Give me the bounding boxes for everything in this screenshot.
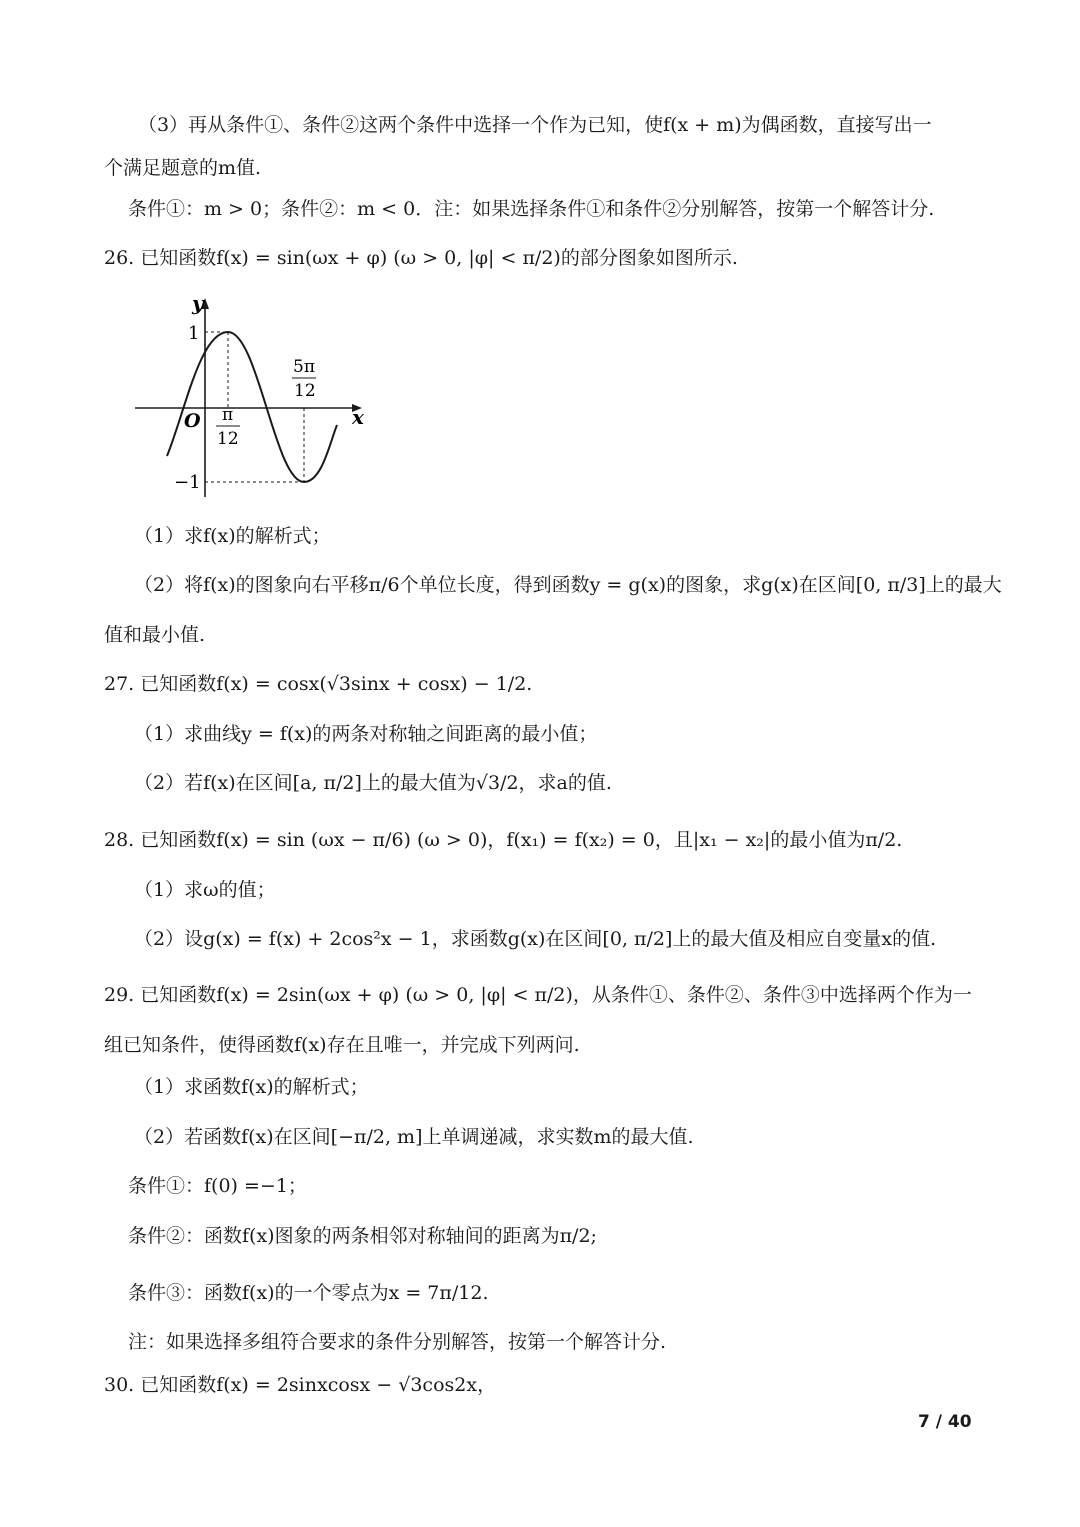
q27-stem: 27. 已知函数f(x) = cosx(√3sinx + cosx) − 1/2. — [104, 673, 533, 695]
q26-function-graph — [130, 292, 370, 502]
q25-part3-line2: 个满足题意的m值. — [104, 157, 262, 179]
graph-x-tick2-den: 12 — [294, 381, 316, 401]
q27-part1: （1）求曲线y = f(x)的两条对称轴之间距离的最小值； — [134, 723, 598, 745]
graph-x-label: x — [352, 405, 364, 429]
q28-part1: （1）求ω的值； — [134, 879, 276, 901]
graph-x-tick2-num: 5π — [293, 357, 315, 377]
graph-x-tick1-num: π — [222, 405, 234, 425]
q29-part2: （2）若函数f(x)在区间[−π/2, m]上单调递减，求实数m的最大值. — [134, 1126, 694, 1148]
q26-stem: 26. 已知函数f(x) = sin(ωx + φ) (ω > 0, |φ| < π/2)的部分图象如图所示. — [104, 247, 738, 269]
q29-stem-line2: 组已知条件，使得函数f(x)存在且唯一，并完成下列两问. — [104, 1034, 580, 1056]
q25-part3-line1: （3）再从条件①、条件②这两个条件中选择一个作为已知，使f(x + m)为偶函数，直接写出一 — [138, 114, 932, 136]
q26-part2-line2: 值和最小值. — [104, 624, 206, 646]
graph-y-tick-bottom: −1 — [174, 472, 201, 493]
graph-x-tick1-den: 12 — [217, 429, 239, 449]
graph-y-label: y — [192, 292, 204, 315]
q26-part2-line1: （2）将f(x)的图象向右平移π/6个单位长度，得到函数y = g(x)的图象，求g(x)在区间[0, π/3]上的最大 — [134, 574, 1002, 596]
q29-condition3: 条件③：函数f(x)的一个零点为x = 7π/12. — [128, 1282, 489, 1304]
q30-stem: 30. 已知函数f(x) = 2sinxcosx − √3cos2x， — [104, 1374, 497, 1396]
q29-part1: （1）求函数f(x)的解析式； — [134, 1076, 369, 1098]
q29-stem-line1: 29. 已知函数f(x) = 2sin(ωx + φ) (ω > 0, |φ| < π/2)，从条件①、条件②、条件③中选择两个作为一 — [104, 984, 972, 1006]
q28-part2: （2）设g(x) = f(x) + 2cos²x − 1，求函数g(x)在区间[0, π/2]上的最大值及相应自变量x的值. — [134, 928, 937, 950]
q29-condition1: 条件①：f(0) =−1； — [128, 1175, 307, 1197]
q25-conditions: 条件①：m > 0；条件②：m < 0．注：如果选择条件①和条件②分别解答，按第一个解答计分. — [128, 198, 935, 220]
page-number: 7 / 40 — [918, 1412, 972, 1432]
q27-part2: （2）若f(x)在区间[a, π/2]上的最大值为√3/2，求a的值. — [134, 772, 612, 794]
graph-y-tick-top: 1 — [188, 323, 200, 344]
q28-stem: 28. 已知函数f(x) = sin (ωx − π/6) (ω > 0)，f(x₁) = f(x₂) = 0，且|x₁ − x₂|的最小值为π/2. — [104, 829, 903, 851]
q29-condition2: 条件②：函数f(x)图象的两条相邻对称轴间的距离为π/2; — [128, 1225, 597, 1247]
graph-origin-label: O — [184, 410, 201, 432]
q29-note: 注：如果选择多组符合要求的条件分别解答，按第一个解答计分. — [128, 1331, 667, 1353]
q26-part1: （1）求f(x)的解析式； — [134, 525, 331, 547]
